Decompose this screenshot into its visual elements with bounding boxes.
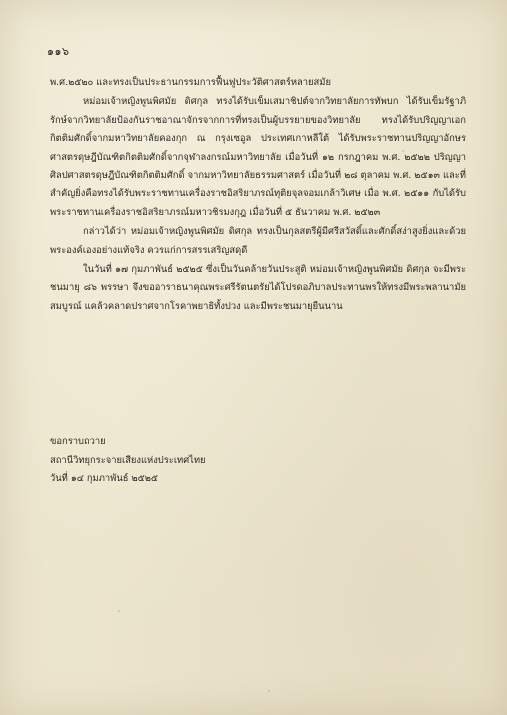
- body-text: [50, 74, 466, 317]
- signature-organization: สถานีวิทยุกระจายเสียงแห่งประเทศไทย: [50, 454, 206, 466]
- paragraph-honors: หม่อมเจ้าหญิงพูนพิศมัย ดิศกุล ทรงได้รับเข็มเสมาชิปต์จากวิทยาลัยการทัพบก ได้รับเข็มรัฐาภิรักษ์จากวิทยาลัยป้องกันราชอาณาจักรจากการที่ทรงเป็นผู้บรรยายของวิทยาลัย ทรงได้รับปริญญาเอกกิตติมศักดิ์จากมหาวิทยาลัยคองกุก ณ กรุงเซอูล ประเทศเกาหลีใต้ ได้รับพระราชทานปริญญาอักษรศาสตรดุษฎีบัณฑิตกิตติมศักดิ์จากจุฬาลงกรณ์มหาวิทยาลัย เมื่อวันที่ ๑๒ กรกฎาคม พ.ศ. ๒๕๒๒ ปริญญาศิลปศาสตรดุษฎีบัณฑิตกิตติมศักดิ์ จากมหาวิทยาลัยธรรมศาสตร์ เมื่อวันที่ ๒๘ ตุลาคม พ.ศ. ๒๕๑๓ และที่สำคัญยิ่งคือทรงได้รับพระราชทานเครื่องราชอิสริยาภรณ์ทุติยจุลจอมเกล้าวิเศษ เมื่อ พ.ศ. ๒๕๑๑ กับได้รับพระราชทานเครื่องราชอิสริยาภรณ์มหาวชิรมงกุฎ เมื่อวันที่ ๕ ธันวาคม พ.ศ. ๒๕๒๓: [50, 96, 466, 218]
- paragraph-continuation: พ.ศ.๒๕๒๐ และทรงเป็นประธานกรรมการฟื้นฟูประวัติศาสตร์หลายสมัย: [50, 77, 331, 88]
- paragraph-birthday-blessing: ในวันที่ ๑๗ กุมภาพันธ์ ๒๕๒๕ ซึ่งเป็นวันคล้ายวันประสูติ หม่อมเจ้าหญิงพูนพิศมัย ดิศกุล จะมีพระชนมายุ ๘๖ พรรษา จึงขออาราธนาคุณพระศรีรัตนตรัยได้โปรดอภิบาลประทานพรให้ทรงมีพระพลานามัยสมบูรณ์ แคล้วคลาดปราศจากโรคาพยาธิทั้งปวง และมีพระชนมายุยืนนาน: [50, 264, 466, 312]
- signature-date: วันที่ ๑๔ กุมภาพันธ์ ๒๕๒๕: [50, 473, 159, 484]
- paper-speck: [118, 610, 120, 612]
- signature-block: [50, 433, 206, 489]
- page-number: ๑๑๖: [47, 45, 70, 58]
- signature-salutation: ขอกราบถวาย: [50, 436, 106, 447]
- paper-speck: [268, 690, 270, 692]
- paragraph-praise: กล่าวได้ว่า หม่อมเจ้าหญิงพูนพิศมัย ดิศกุล ทรงเป็นกุลสตรีผู้มีศรีสวัสดิ์และศักดิ์สง่าสูงยิ่งและด้วยพระองค์เองอย่างแท้จริง ควรแก่การสรรเสริญสดุดี: [50, 226, 466, 256]
